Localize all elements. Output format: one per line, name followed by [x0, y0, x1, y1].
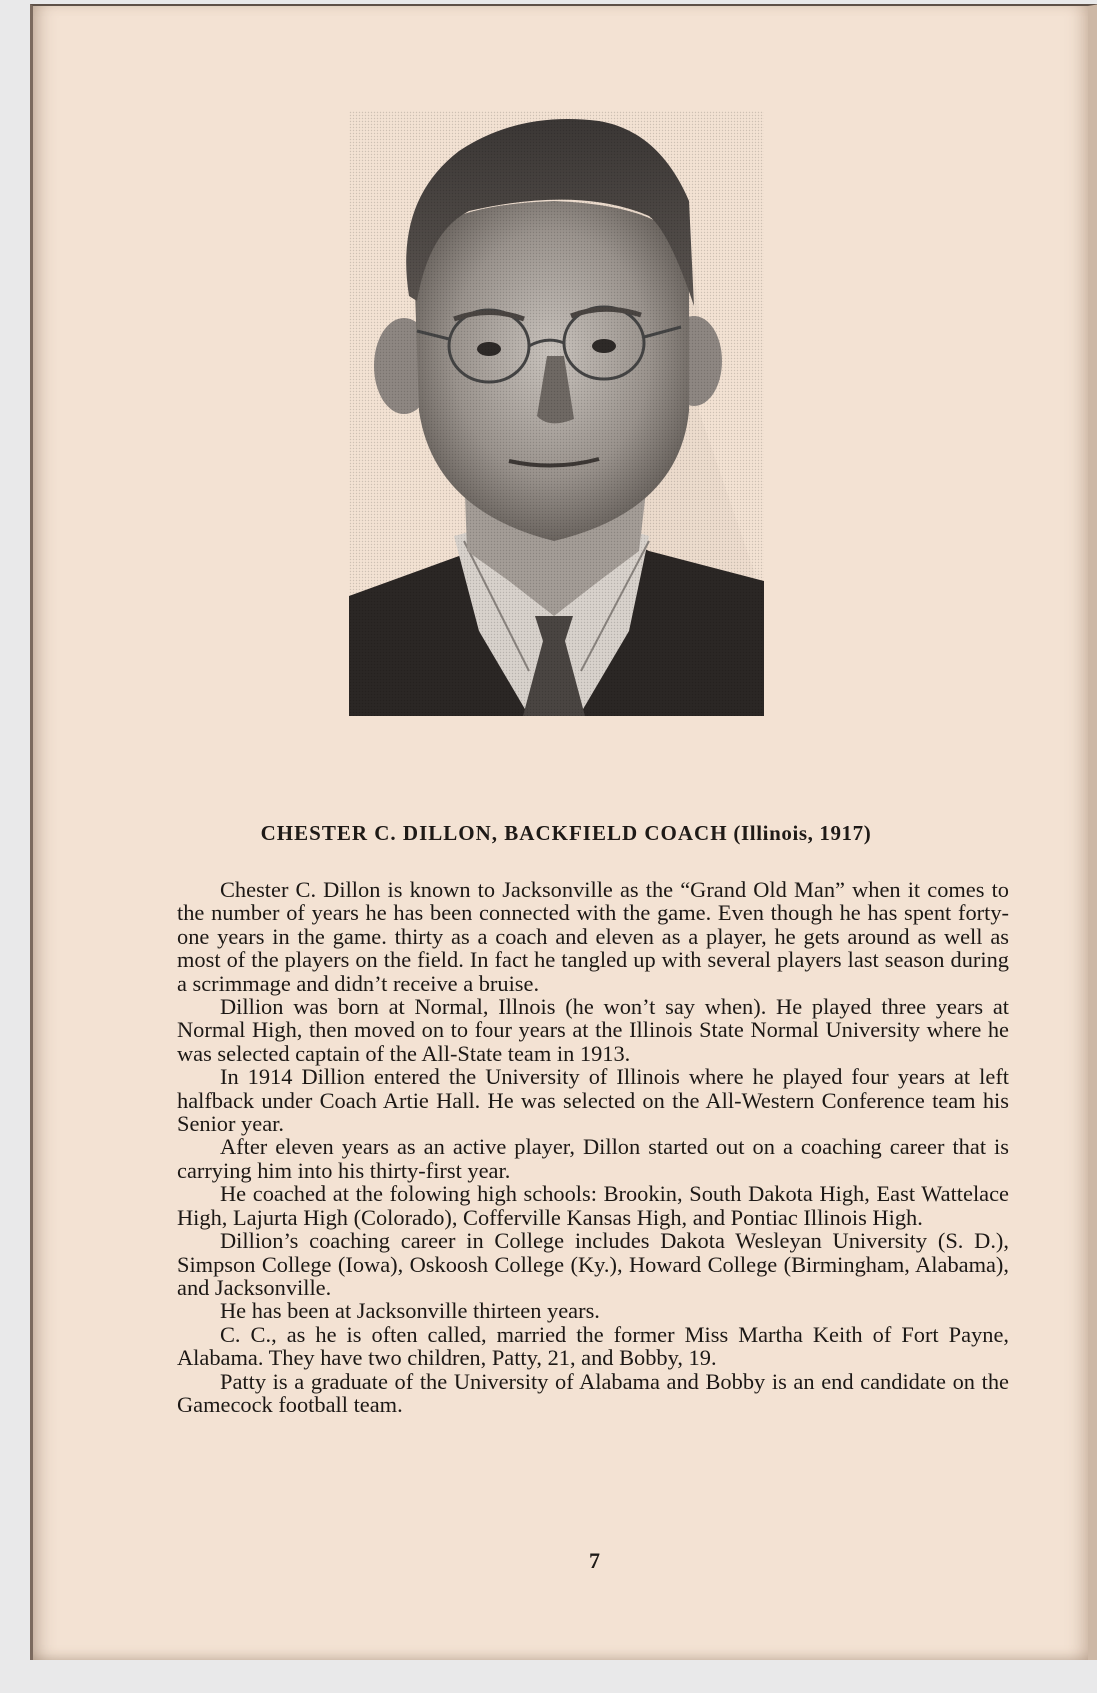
caption-name-title: CHESTER C. DILLON, BACKFIELD COACH — [260, 821, 728, 845]
paragraph-tenure: He has been at Jacksonville thirteen years. — [220, 1298, 600, 1324]
page-number: 7 — [589, 1548, 600, 1573]
paragraph-university: In 1914 Dillion entered the University of Illinois where he played four years at left halfback under Coach Artie Hall. He was selected on the All-Western Conference team his Senior year. — [177, 1064, 1009, 1137]
booklet-page — [30, 4, 1097, 1660]
caption-origin: (Illinois, 1917) — [733, 821, 872, 845]
photo-caption — [176, 821, 956, 846]
paragraph-colleges: Dillion’s coaching career in College includes Dakota Wesleyan University (S. D.), Simpson College (Iowa), Oskoosh College (Ky.), Howard College (Birmingham, Alabama), and Jacksonville. — [177, 1228, 1009, 1300]
paragraph-high-schools: He coached at the folowing high schools: Brookin, South Dakota High, East Wattelace High, Lajurta High (Colorado), Cofferville Kansas High, and Pontiac Illinois High. — [177, 1181, 1009, 1230]
paragraph-birth: Dillion was born at Normal, Illnois (he won’t say when). He played three years at Normal High, then moved on to four years at the Illinois State Normal University where he was selected captain of the All-State team in 1913. — [177, 994, 1009, 1066]
paragraph-family: C. C., as he is often called, married the former Miss Martha Keith of Fort Payne, Alabama. They have two children, Patty, 21, and Bobby, 19. — [177, 1321, 1009, 1371]
paragraph-career-start: After eleven years as an active player, Dillon started out on a coaching career that is carrying him into his thirty-first year. — [177, 1134, 1009, 1183]
coach-portrait-photo — [349, 111, 764, 716]
paragraph-children: Patty is a graduate of the University of Alabama and Bobby is an end candidate on the Gamecock football team. — [177, 1368, 1009, 1417]
paragraph-intro: Chester C. Dillon is known to Jacksonville as the “Grand Old Man” when it comes to the number of years he has been connected with the game. Even though he has spent forty-one years in the game. thirty as a coach and eleven as a player, he gets around as well as most of the players on the field. In fact he tangled up with several players last season during a scrimmage and didn’t receive a bruise. — [177, 877, 1009, 996]
biography-text — [177, 878, 1009, 1416]
